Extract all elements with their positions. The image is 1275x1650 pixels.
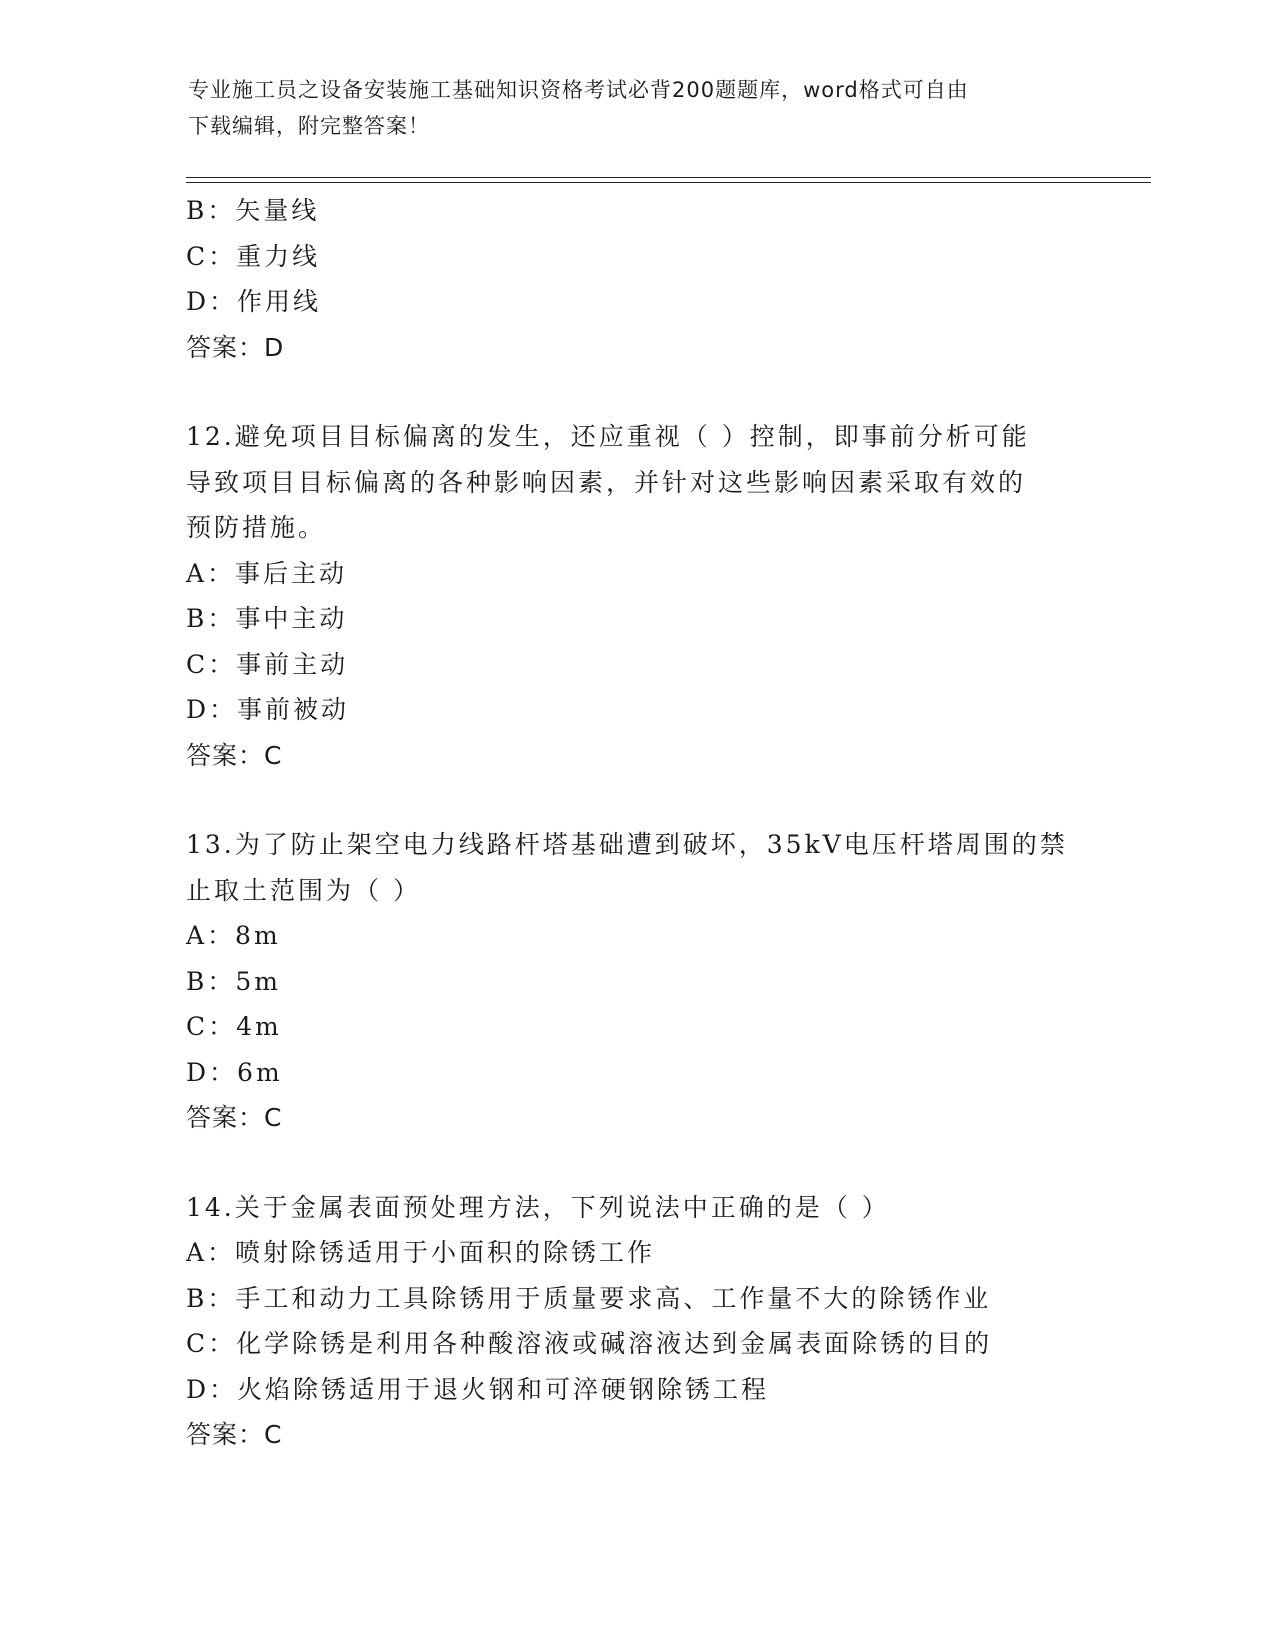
question-stem: 12.避免项目目标偏离的发生，还应重视（ ）控制，即事前分析可能: [186, 422, 1030, 451]
question-12-block: [186, 414, 1086, 778]
spacer: [186, 370, 1086, 414]
question-14-block: [186, 1185, 1086, 1458]
header-divider-top: [186, 177, 1151, 178]
option-d: D：6m: [186, 1057, 283, 1087]
option-d: D：作用线: [186, 287, 322, 316]
answer-line: 答案：C: [186, 1103, 283, 1132]
question-stem: 止取土范围为（ ）: [186, 875, 421, 905]
option-a: A：事后主动: [186, 558, 348, 588]
question-13-block: [186, 822, 1086, 1141]
document-header: [188, 72, 1068, 144]
question-stem: 14.关于金属表面预处理方法，下列说法中正确的是（ ）: [186, 1192, 890, 1222]
header-line-2: 下载编辑，附完整答案！: [188, 114, 430, 138]
question-stem: 导致项目目标偏离的各种影响因素，并针对这些影响因素采取有效的: [186, 467, 1027, 497]
answer-line: 答案：D: [186, 332, 285, 362]
option-c: C：化学除锈是利用各种酸溶液或碱溶液达到金属表面除锈的目的: [186, 1329, 993, 1358]
question-stem: 预防措施。: [186, 513, 327, 542]
answer-line: 答案：C: [186, 740, 283, 770]
option-c: C：重力线: [186, 241, 321, 271]
option-b: B：事中主动: [186, 604, 348, 633]
header-divider-bottom: [186, 182, 1151, 183]
option-d: D：火焰除锈适用于退火钢和可淬硬钢除锈工程: [186, 1374, 770, 1404]
spacer: [186, 778, 1086, 822]
option-d: D：事前被动: [186, 695, 350, 724]
answer-line: 答案：C: [186, 1420, 283, 1449]
question-11-block: [186, 188, 1086, 370]
header-line-1: 专业施工员之设备安装施工基础知识资格考试必背200题题库，word格式可自由: [188, 78, 969, 102]
option-c: C：4m: [186, 1012, 282, 1041]
spacer: [186, 1141, 1086, 1185]
option-c: C：事前主动: [186, 649, 349, 679]
option-b: B：5m: [186, 966, 281, 996]
option-b: B：矢量线: [186, 196, 320, 225]
document-body: [186, 188, 1086, 1458]
option-a: A：8m: [186, 921, 281, 950]
question-stem: 13.为了防止架空电力线路杆塔基础遭到破坏，35kV电压杆塔周围的禁: [186, 830, 1068, 859]
option-a: A：喷射除锈适用于小面积的除锈工作: [186, 1238, 656, 1267]
option-b: B：手工和动力工具除锈用于质量要求高、工作量不大的除锈作业: [186, 1283, 992, 1313]
